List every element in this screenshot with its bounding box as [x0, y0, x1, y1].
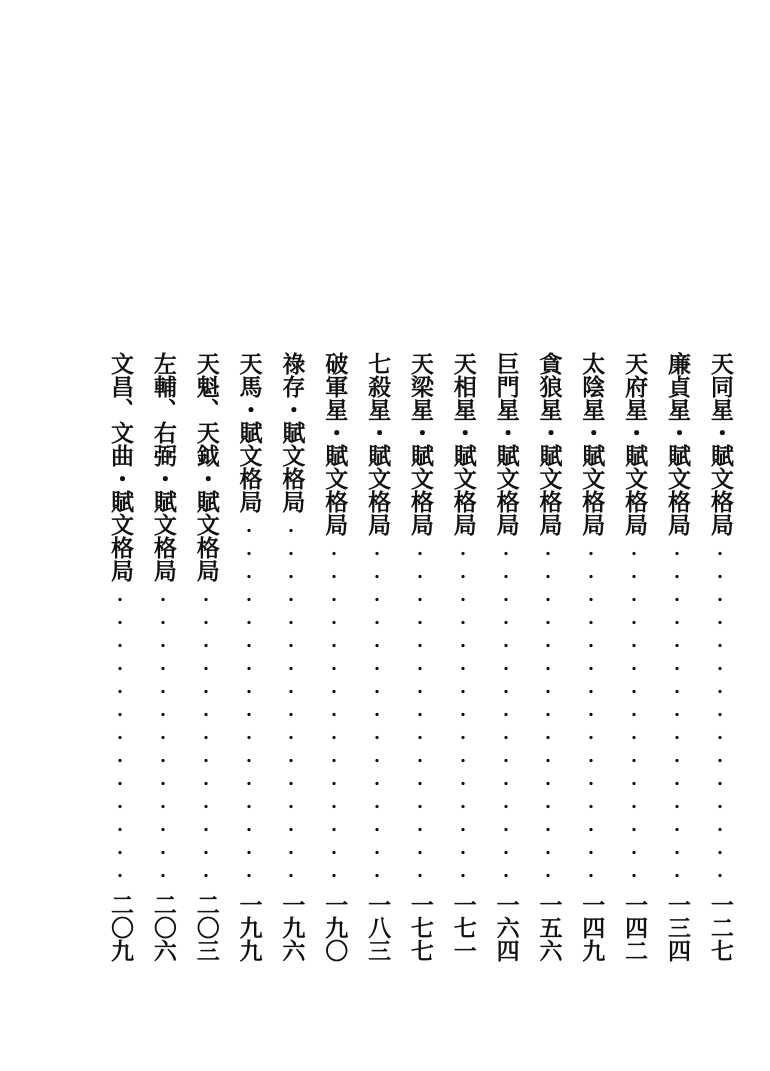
dot-leader [589, 542, 593, 887]
toc-entry-page: 一七七 [406, 893, 434, 962]
toc-entry-title: 七殺星・賦文格局 [364, 352, 392, 536]
toc-entry[interactable] [486, 352, 526, 962]
dot-leader [247, 519, 251, 887]
toc-entry[interactable] [186, 352, 226, 962]
toc-entry-title: 天梁星・賦文格局 [406, 352, 434, 536]
dot-leader [332, 542, 336, 887]
dot-leader [718, 542, 722, 887]
toc-entry[interactable] [314, 352, 354, 962]
toc-entry-page: 二〇三 [192, 893, 220, 962]
dot-leader [504, 542, 508, 887]
toc-entry[interactable] [700, 352, 740, 962]
toc-entry-title: 天同星・賦文格局 [706, 352, 734, 536]
toc-entry-title: 巨門星・賦文格局 [492, 352, 520, 536]
dot-leader [375, 542, 379, 887]
dot-leader [461, 542, 465, 887]
toc-entry[interactable] [357, 352, 397, 962]
toc-entry-page: 一六四 [492, 893, 520, 962]
dot-leader [289, 519, 293, 887]
toc-entry-title: 太陰星・賦文格局 [578, 352, 606, 536]
toc-entry[interactable] [229, 352, 269, 962]
toc-entry[interactable] [443, 352, 483, 962]
toc-entry[interactable] [614, 352, 654, 962]
dot-leader [118, 588, 122, 887]
toc-entry-title: 天府星・賦文格局 [621, 352, 649, 536]
toc-entry[interactable] [571, 352, 611, 962]
toc-entry-title: 廉貞星・賦文格局 [663, 352, 691, 536]
toc-entry-title: 文昌、文曲・賦文格局 [107, 352, 134, 582]
toc-entry-title: 天相星・賦文格局 [449, 352, 477, 536]
toc-entry-page: 一四二 [621, 893, 649, 962]
toc-entry-title: 左輔、右弼・賦文格局 [149, 352, 177, 582]
dot-leader [546, 542, 550, 887]
toc-entry-title: 破軍星・賦文格局 [321, 352, 349, 536]
dot-leader [204, 588, 208, 887]
toc-entry-title: 祿存・賦文格局 [278, 352, 306, 513]
toc-entry-page: 一七一 [449, 893, 477, 962]
toc-entry-page: 一四九 [578, 893, 606, 962]
toc-entry-page: 一二七 [706, 893, 734, 962]
toc-entry[interactable] [100, 352, 140, 962]
toc-entry-title: 天魁、天鉞・賦文格局 [192, 352, 220, 582]
toc-entry[interactable] [657, 352, 697, 962]
toc-entry[interactable] [143, 352, 183, 962]
table-of-contents [100, 352, 740, 962]
dot-leader [161, 588, 165, 887]
toc-entry-page: 一三四 [663, 893, 691, 962]
toc-entry-page: 一九九 [235, 893, 263, 962]
toc-entry-page: 二〇六 [149, 893, 177, 962]
dot-leader [632, 542, 636, 887]
toc-entry[interactable] [400, 352, 440, 962]
dot-leader [418, 542, 422, 887]
toc-entry-page: 二〇九 [107, 893, 134, 962]
toc-entry-page: 一九〇 [321, 893, 349, 962]
toc-entry-page: 一九六 [278, 893, 306, 962]
toc-entry[interactable] [271, 352, 311, 962]
toc-entry-page: 一五六 [535, 893, 563, 962]
dot-leader [675, 542, 679, 887]
toc-entry-title: 貪狼星・賦文格局 [535, 352, 563, 536]
toc-entry[interactable] [528, 352, 568, 962]
toc-entry-title: 天馬・賦文格局 [235, 352, 263, 513]
toc-entry-page: 一八三 [364, 893, 392, 962]
